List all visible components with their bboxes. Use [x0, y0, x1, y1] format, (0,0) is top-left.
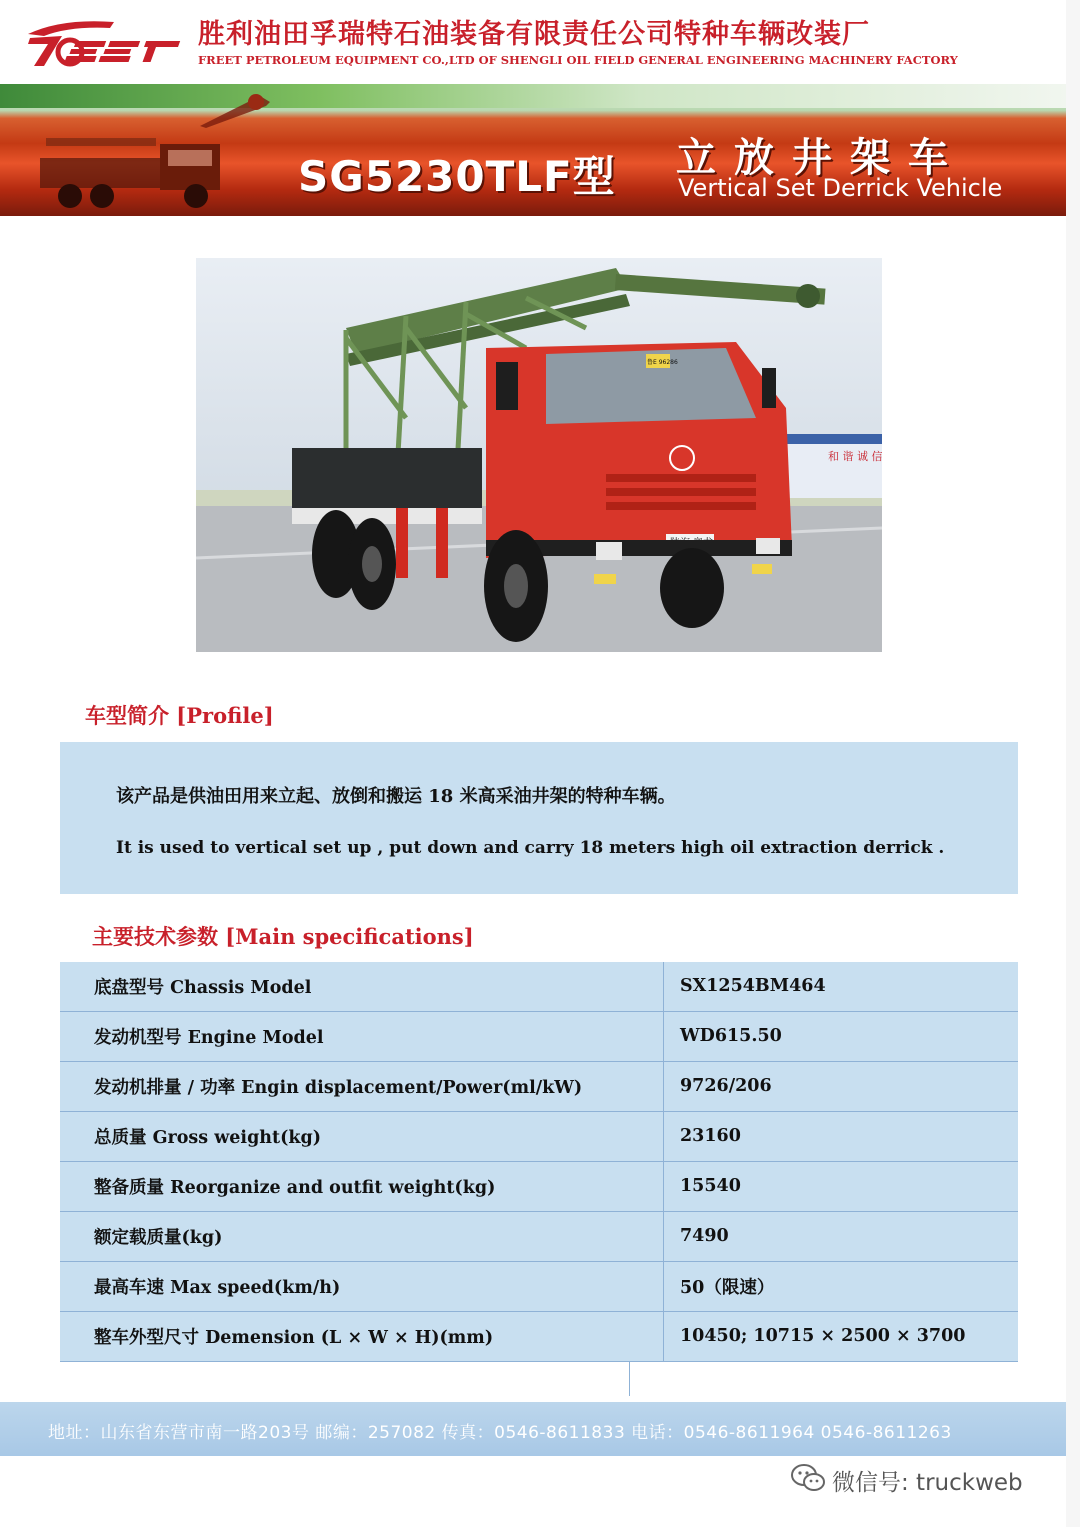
banner-truck-image — [40, 124, 260, 210]
profile-text-en: It is used to vertical set up , put down and carry 18 meters high oil extraction derrick . — [116, 838, 945, 858]
spec-value: 7490 — [664, 1211, 1019, 1261]
model-title: SG5230TLF型 — [298, 152, 616, 201]
watermark — [790, 1460, 1060, 1500]
spec-label: 底盘型号 Chassis Model — [60, 962, 664, 1011]
contact-info: 地址：山东省东营市南一路203号 邮编：257082 传真：0546-8611833 电话：0546-8611964 0546-8611263 — [48, 1423, 952, 1443]
spec-value: SX1254BM464 — [664, 962, 1019, 1011]
page-edge — [1066, 0, 1080, 1527]
profile-text-cn: 该产品是供油田用来立起、放倒和搬运 18 米高采油井架的特种车辆。 — [116, 786, 676, 807]
table-divider-extension — [629, 1362, 630, 1396]
banner-derrick-silhouette — [200, 88, 280, 128]
table-row — [60, 1111, 1018, 1161]
top-plate: 鲁E 96286 — [647, 359, 678, 366]
header — [0, 0, 1080, 82]
spec-value: 50（限速） — [664, 1261, 1019, 1311]
truck-photo — [196, 258, 882, 652]
watermark-text: 微信号: truckweb — [832, 1470, 1023, 1496]
spec-value: 9726/206 — [664, 1061, 1019, 1111]
spec-value: WD615.50 — [664, 1011, 1019, 1061]
company-name-cn: 胜利油田孚瑞特石油装备有限责任公司特种车辆改装厂 — [198, 19, 870, 50]
spec-label: 总质量 Gross weight(kg) — [60, 1111, 664, 1161]
spec-label: 整备质量 Reorganize and outfit weight(kg) — [60, 1161, 664, 1211]
spec-label: 整车外型尺寸 Demension (L × W × H)(mm) — [60, 1311, 664, 1361]
banner-green-stripe — [0, 84, 1066, 108]
company-name-en: FREET PETROLEUM EQUIPMENT CO.,LTD OF SHENGLI OIL FIELD GENERAL ENGINEERING MACHINERY FACTORY — [198, 53, 958, 67]
specs-table — [60, 962, 1018, 1362]
profile-panel — [60, 742, 1018, 894]
table-row — [60, 1161, 1018, 1211]
spec-label: 发动机排量 / 功率 Engin displacement/Power(ml/kW) — [60, 1061, 664, 1111]
table-row — [60, 1011, 1018, 1061]
spec-label: 发动机型号 Engine Model — [60, 1011, 664, 1061]
table-row — [60, 1061, 1018, 1111]
specs-heading: 主要技术参数 [Main specifications] — [92, 924, 474, 949]
spec-label: 额定载质量(kg) — [60, 1211, 664, 1261]
contact-footer — [0, 1402, 1066, 1456]
product-title-cn: 立放井架车 — [676, 135, 966, 181]
table-row — [60, 1211, 1018, 1261]
spec-label: 最高车速 Max speed(km/h) — [60, 1261, 664, 1311]
freet-logo — [22, 14, 192, 72]
profile-heading: 车型简介 [Profile] — [85, 703, 274, 728]
building-sign: 和 谐 诚 信 — [828, 450, 882, 463]
table-row — [60, 962, 1018, 1011]
table-row — [60, 1311, 1018, 1361]
wechat-icon — [790, 1462, 826, 1494]
spec-value: 15540 — [664, 1161, 1019, 1211]
table-row — [60, 1261, 1018, 1311]
title-banner — [0, 84, 1066, 216]
spec-value: 10450; 10715 × 2500 × 3700 — [664, 1311, 1019, 1361]
spec-value: 23160 — [664, 1111, 1019, 1161]
product-title-en: Vertical Set Derrick Vehicle — [678, 174, 1003, 202]
